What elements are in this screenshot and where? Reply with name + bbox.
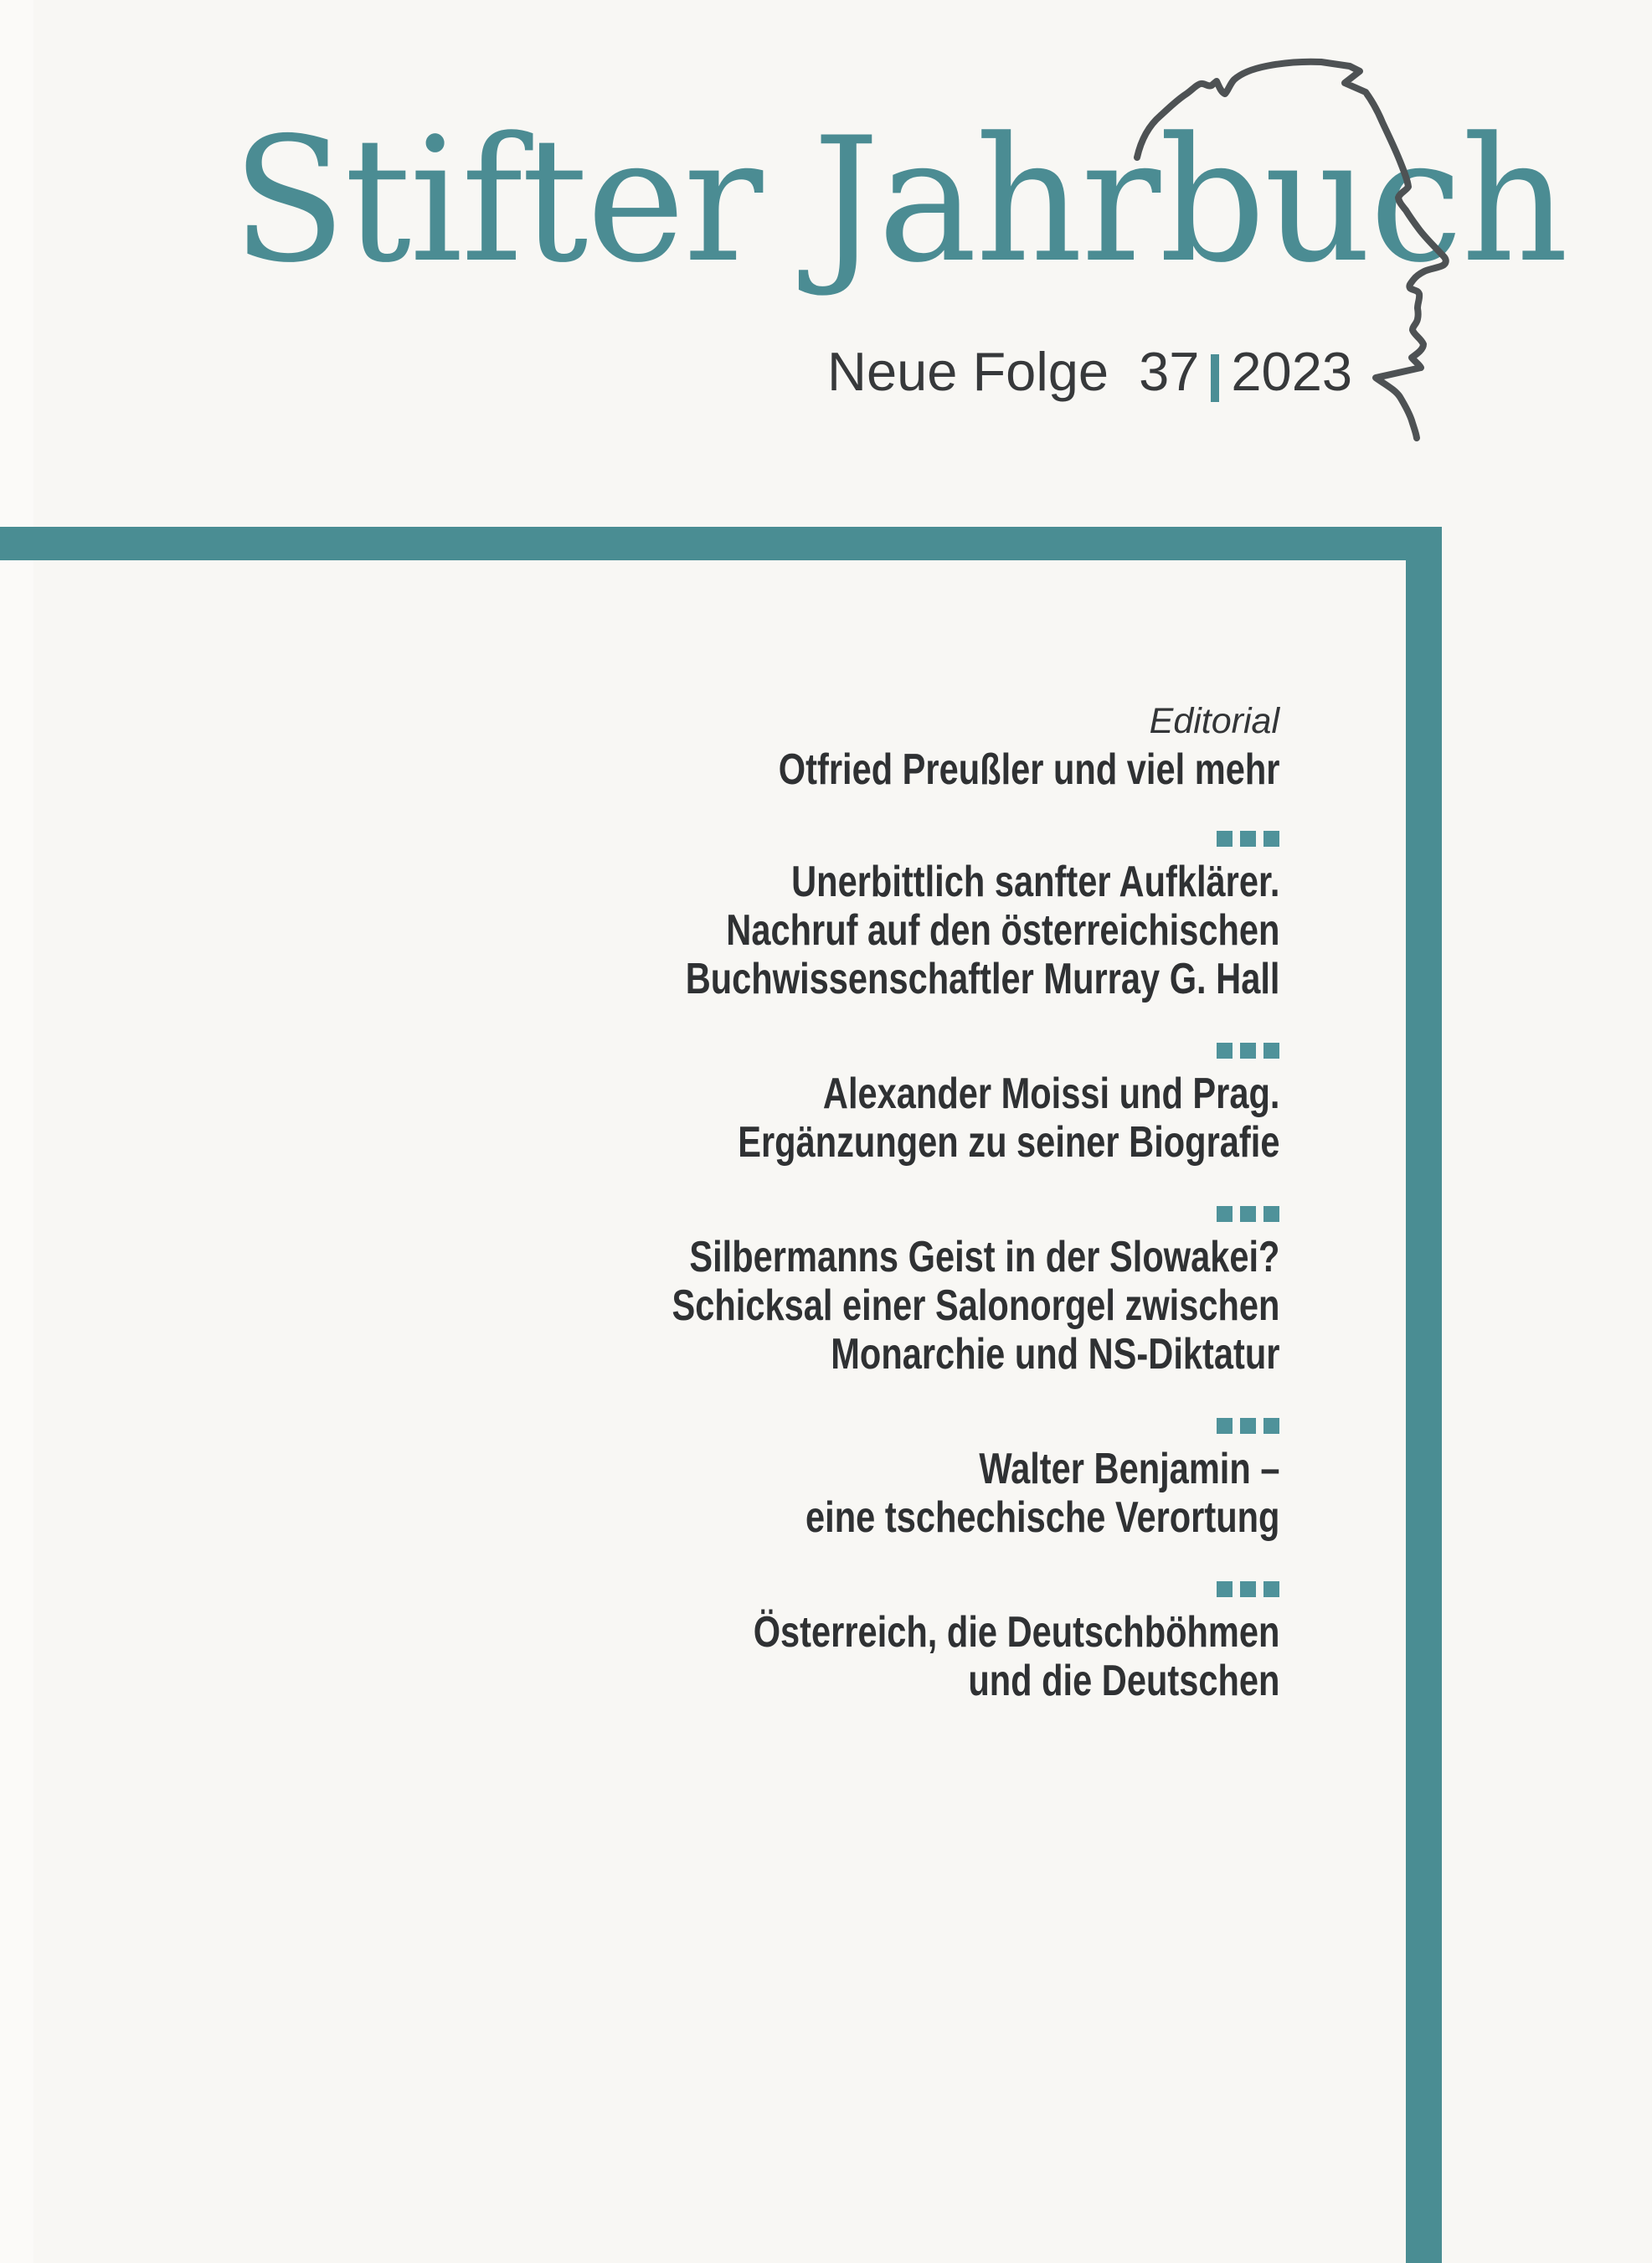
toc-line: Monarchie und NS-Diktatur xyxy=(830,1330,1279,1379)
toc-line: Alexander Moissi und Prag. xyxy=(822,1070,1279,1118)
toc-line: Unerbittlich sanfter Aufklärer. xyxy=(790,858,1279,906)
toc-group-silbermann xyxy=(520,1233,1279,1379)
toc-group-moissi xyxy=(520,1070,1279,1167)
series-label: Neue Folge xyxy=(827,341,1109,402)
toc-line: Editorial xyxy=(1149,701,1279,741)
toc-line: Österreich, die Deutschböhmen xyxy=(753,1608,1279,1657)
toc-line: Walter Benjamin – xyxy=(978,1445,1279,1493)
square-icon xyxy=(1217,1206,1233,1222)
toc-line: Otfried Preußler und viel mehr xyxy=(778,745,1279,794)
toc-group-oesterreich xyxy=(520,1608,1279,1705)
table-of-contents xyxy=(520,697,1279,1705)
toc-line: Schicksal einer Salonorgel zwischen xyxy=(672,1281,1279,1330)
square-icon xyxy=(1240,831,1256,847)
square-icon xyxy=(1240,1043,1256,1059)
section-separator-squares xyxy=(520,1043,1279,1059)
square-icon xyxy=(1217,831,1233,847)
issue-year: 2023 xyxy=(1231,341,1352,402)
toc-line: Nachruf auf den österreichischen xyxy=(725,906,1279,955)
section-separator-squares xyxy=(520,1581,1279,1597)
issue-number: 37 xyxy=(1139,341,1200,402)
square-icon xyxy=(1240,1206,1256,1222)
toc-line: eine tschechische Verortung xyxy=(805,1493,1279,1542)
square-icon xyxy=(1263,1043,1279,1059)
head-profile-path xyxy=(1137,62,1446,438)
square-icon xyxy=(1217,1581,1233,1597)
square-icon xyxy=(1263,1418,1279,1434)
toc-group-hall-obituary xyxy=(520,858,1279,1003)
square-icon xyxy=(1217,1418,1233,1434)
toc-line: und die Deutschen xyxy=(967,1657,1279,1705)
journal-title: Stifter Jahrbuch xyxy=(232,101,1567,301)
scan-paper-edge xyxy=(0,0,33,2263)
square-icon xyxy=(1240,1418,1256,1434)
square-icon xyxy=(1217,1043,1233,1059)
section-separator-squares xyxy=(520,1418,1279,1434)
square-icon xyxy=(1263,1581,1279,1597)
section-separator-squares xyxy=(520,831,1279,847)
toc-group-editorial xyxy=(520,697,1279,794)
toc-group-benjamin xyxy=(520,1445,1279,1542)
toc-line: Silbermanns Geist in der Slowakei? xyxy=(688,1233,1279,1281)
square-icon xyxy=(1240,1581,1256,1597)
toc-line: Ergänzungen zu seiner Biografie xyxy=(737,1118,1279,1167)
square-icon xyxy=(1263,831,1279,847)
section-separator-squares xyxy=(520,1206,1279,1222)
frame-bar-horizontal xyxy=(0,527,1442,560)
square-icon xyxy=(1263,1206,1279,1222)
head-profile-icon xyxy=(1122,50,1457,452)
toc-line: Buchwissenschaftler Murray G. Hall xyxy=(685,955,1279,1003)
frame-bar-vertical xyxy=(1406,527,1442,2263)
